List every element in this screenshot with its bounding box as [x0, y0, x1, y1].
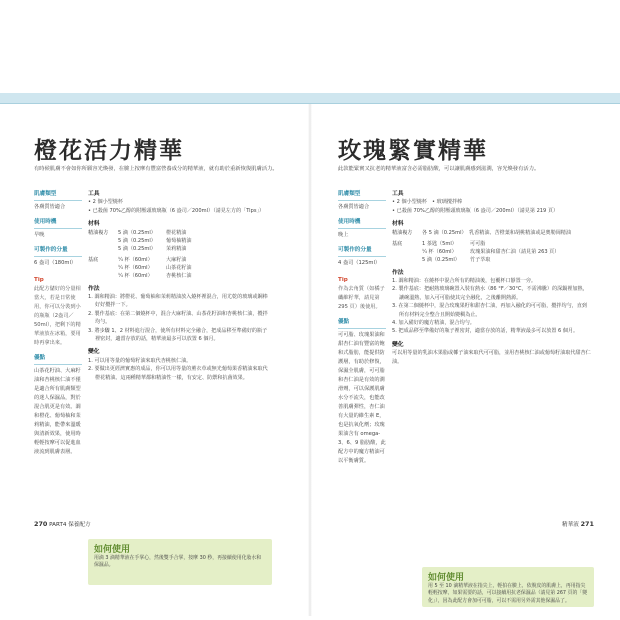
page-number: 271 — [580, 520, 594, 528]
ingredient-name: 大麻籽油 — [166, 256, 187, 263]
usage-label: 使用時機 — [34, 218, 82, 229]
method-step: 2. 製作基底：把耐熱玻璃碗置入裝有熱水（86 °F／30°C，不需沸騰）的深鍋裡加熱，讓碗溫熱，加入可可脂使其完全融化，之後離開熱源。 — [392, 286, 588, 301]
page-folio-left — [34, 520, 91, 528]
usage-value: 晚上 — [338, 232, 349, 238]
ingredient-group-base: 基底 — [392, 240, 403, 247]
page-section: PART4 保養配方 — [49, 522, 91, 528]
page-section: 精華液 — [562, 522, 579, 528]
ingredient-table — [392, 240, 592, 264]
variation-label: 變化 — [88, 349, 100, 356]
yield-label: 可製作的分量 — [338, 246, 386, 257]
ingredient-amount: ¼ 杯（60ml） — [118, 264, 153, 271]
ingredient-amount: 5 滴（0.25ml） — [118, 245, 156, 252]
variation-label: 變化 — [392, 341, 404, 348]
ingredient-group-oils: 精油複方 — [392, 229, 413, 236]
tool-item: • 2 個小型燒杯 • 玻璃攪拌棒 — [392, 199, 463, 206]
tip-label: Tip — [34, 277, 44, 283]
recipe-title: 玫瑰緊實精華 — [338, 138, 488, 164]
skin-type-label: 肌膚類型 — [34, 190, 82, 201]
method-step: 3. 將步驟 1、2 材料進行混合，使所有材料完全融合，把成品移至準備好的瓶子裡密封，適當存放的話，精華液最多可以放置 6 個月。 — [88, 327, 268, 343]
tip-text: 此配方儲好的分量相當大，若是日常使用，你可以分裝到小的瓶瓶（2盎司／50ml），把剩下的精華液放在冰箱，要用時再拿出來。 — [34, 286, 81, 346]
ingredient-name: 玫瑰果油和甜杏仁油（請見第 263 頁） — [470, 248, 560, 255]
ingredient-amount: 5 滴（0.25ml） — [118, 229, 156, 236]
top-color-band — [0, 93, 620, 104]
ingredient-amount: ¼ 杯（60ml） — [118, 256, 153, 263]
tools-label: 工具 — [392, 191, 404, 197]
skin-type-value: 各膚質皆適合 — [338, 204, 370, 210]
recipe-sidebar — [338, 190, 386, 466]
how-to-use-title: 如何使用 — [94, 545, 131, 555]
ingredient-group-base: 基底 — [88, 256, 99, 263]
how-to-use-box — [422, 567, 594, 607]
yield-value: 4 盎司（125ml） — [338, 260, 381, 266]
how-to-use-box — [88, 539, 272, 585]
recipe-intro: 有時候肌膚不會如你所願容光煥發，在臉上按摩有豐富營養成分的精華液，就有助於重新恢復肌膚活力。 — [34, 166, 278, 172]
advantage-label: 優點 — [34, 354, 82, 365]
how-to-use-text: 用滴 3 滴精華液在手掌心，然後雙手合掌，按摩 30 秒，再接續使用化妝水和保濕品。 — [94, 555, 262, 569]
ingredient-table — [392, 229, 592, 237]
ingredient-name: 可可脂 — [470, 240, 486, 247]
advantage-text: 山茶花籽油、大麻籽油和杏桃核仁油不僅是適合所有肌膚類型的迷人保濕品，對於混合肌更是有效。調和橙花、葡萄柚和茉莉精油，能帶來溫暖與清新效果，使用時輕輕按摩可以促進血液流到肌膚表層。 — [34, 368, 81, 455]
method-step: 5. 把成品移至準備好的瓶子裡密封，適當存放的話，精華液最多可以放置 6 個月。 — [392, 328, 579, 335]
ingredient-name: 竹子萃取 — [470, 256, 491, 263]
ingredient-name: 山茶花籽油 — [166, 264, 192, 271]
advantage-label: 優點 — [338, 318, 386, 329]
tool-item: • 2 個小型燒杯 — [88, 199, 123, 206]
method-step: 2. 製作基底：在第二個燒杯中，混合大麻籽油、山茶花籽油和杏桃核仁油，攪拌均勻。 — [88, 310, 268, 326]
recipe-sidebar — [34, 190, 82, 457]
ingredient-amount: 1 茶匙（5ml） — [422, 240, 457, 247]
advantage-text: 可可脂、玫瑰果油和甜杏仁油有豐富的飽和式脂肪，能提供防護層，有助於修復，保濕全肌膚，可可脂和杏仁油是有效的潤滑劑，可以保護肌膚水分不流失，也能改善肌膚彈性，杏仁油有大量的維生素 E，也是抗氧化劑；玫瑰果油含有 omega-3、6、9 脂肪酸，此配方中的魔方精油可以平衡膚質。 — [338, 332, 386, 464]
recipe-title: 橙花活力精華 — [34, 138, 184, 164]
recipe-main — [392, 190, 592, 366]
tools-label: 工具 — [88, 191, 100, 197]
materials-label: 材料 — [88, 221, 100, 228]
tool-item: • 已殺菌 70%乙醇的附壓頭玻璃瓶（6 盎司／200ml）（請見左方的「Tips」） — [88, 207, 265, 214]
tip-text: 作為去角質（如橘子纖維籽華，請見第 295 頁）後使用。 — [338, 286, 385, 310]
ingredient-name: 杏桃核仁油 — [166, 272, 192, 279]
variation-item: 2. 要做出更經濟實惠的成品，你可以用等量的薰衣草或無光葡萄果香精油來取代橙花精油。這兩種精華都和精油性一樣，有安定、防禦和抗菌效果。 — [88, 366, 268, 381]
tool-item: • 已殺菌 70%乙醇的附壓頭玻璃瓶（6 盎司／200ml）（請見第 219 頁） — [392, 207, 559, 214]
materials-label: 材料 — [392, 221, 404, 228]
ingredient-line: 各 5 滴（0.25ml） 乳香精油、苦橙葉和胡桃精油或是奧勒岡精油 — [422, 229, 571, 236]
page-number: 270 — [34, 520, 48, 528]
ingredient-amount: 5 滴（0.25ml） — [422, 256, 460, 263]
skin-type-label: 肌膚類型 — [338, 190, 386, 201]
variation-item: 1. 可以用等量的葡萄籽油來取代杏桃核仁油。 — [88, 357, 192, 364]
tip-label: Tip — [338, 277, 348, 283]
method-label: 作法 — [392, 269, 404, 276]
yield-value: 6 盎司（180ml） — [34, 260, 77, 266]
ingredient-amount: ¼ 杯（60ml） — [422, 248, 457, 255]
ingredient-amount: ¼ 杯（60ml） — [118, 272, 153, 279]
ingredient-table — [88, 229, 272, 280]
how-to-use-text: 用 5 至 10 滴精華液在指尖上，輕拍在臉上，依脫皮的肌膚上，再用指尖輕輕按摩，如果需要的話，可以接續用抗老保濕品（請見第 267 頁的「變化」），因為此配方會加可可脂，可以不需用另外需其他保濕品了。 — [428, 583, 588, 604]
left-page — [8, 104, 298, 614]
skin-type-value: 各膚質皆適合 — [34, 204, 66, 210]
method-label: 作法 — [88, 285, 100, 292]
method-step: 3. 在第二個燒杯中，混合玫瑰果籽和甜杏仁油，再加入融化的可可脂，攪拌均勻，直到所有材料完全整合且開始變稠為止。 — [392, 303, 587, 318]
method-step: 1. 調和精油：在燒杯中混合所有的精油後，包覆杯口靜置一旁。 — [392, 278, 537, 285]
page-folio-right — [562, 520, 594, 528]
usage-value: 早晚 — [34, 232, 45, 238]
ingredient-name: 葡萄柚精油 — [166, 237, 192, 244]
book-gutter — [308, 104, 312, 616]
recipe-main — [88, 190, 272, 382]
ingredient-amount: 5 滴（0.25ml） — [118, 237, 156, 244]
method-step: 1. 調和精油：將橙花、葡萄柚和茉莉精油放入燒杯裡混合，用尤乾的玻璃或鋼棒好好攪拌一下。 — [88, 294, 268, 309]
how-to-use-title: 如何使用 — [428, 573, 465, 583]
usage-label: 使用時機 — [338, 218, 386, 229]
ingredient-name: 茉莉精油 — [166, 245, 187, 252]
ingredient-name: 橙花精油 — [166, 229, 187, 236]
recipe-intro: 此款能緊實又抗老的精華液富含必需脂肪酸，可以讓肌膚感到滋潤，容光煥發有活力。 — [338, 166, 540, 172]
yield-label: 可製作的分量 — [34, 246, 82, 257]
method-step: 4. 加入備好的魔方精油，混合均勻。 — [392, 320, 475, 327]
ingredient-group-oils: 精油複方 — [88, 229, 109, 236]
variation-item: 可以用等量的乳油木果脂或椰子油來取代可可脂，並用杏桃核仁油或葡萄籽油取代甜杏仁油。 — [392, 350, 591, 365]
right-page — [318, 104, 608, 614]
